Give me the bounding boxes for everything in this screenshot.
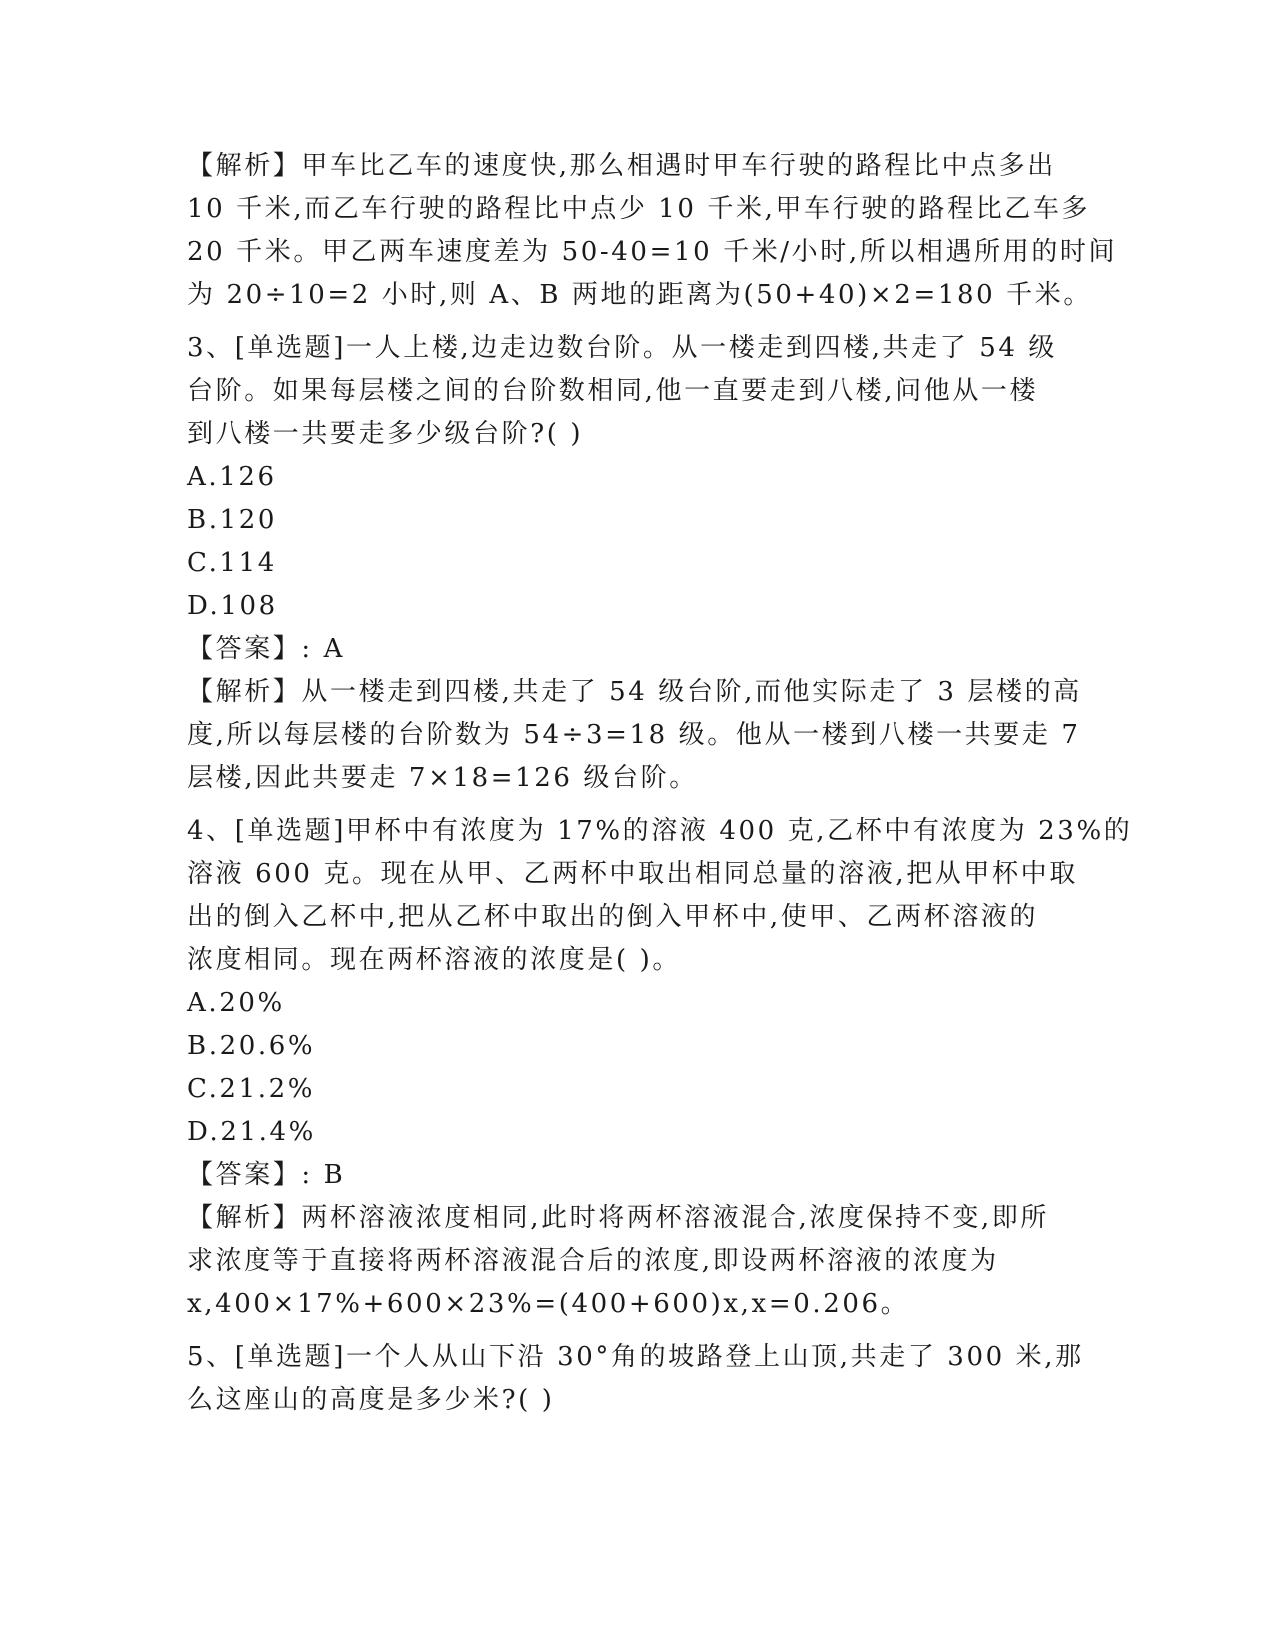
analysis-line: 层楼,因此共要走 7×18=126 级台阶。 xyxy=(187,763,698,793)
analysis-line: 为 20÷10=2 小时,则 A、B 两地的距离为(50+40)×2=180 千米。 xyxy=(187,280,1092,310)
analysis-line: x,400×17%+600×23%=(400+600)x,x=0.206。 xyxy=(187,1289,910,1319)
analysis-line: 10 千米,而乙车行驶的路程比中点少 10 千米,甲车行驶的路程比乙车多 xyxy=(187,194,1091,224)
option-b: B.20.6% xyxy=(187,1031,316,1061)
question-line: 3、[单选题]一人上楼,边走边数台阶。从一楼走到四楼,共走了 54 级 xyxy=(187,333,1057,363)
answer-line: 【答案】: B xyxy=(187,1160,346,1190)
option-d: D.21.4% xyxy=(187,1117,316,1147)
option-c: C.21.2% xyxy=(187,1074,316,1104)
analysis-line: 【解析】从一楼走到四楼,共走了 54 级台阶,而他实际走了 3 层楼的高 xyxy=(187,677,1082,707)
option-d: D.108 xyxy=(187,591,278,621)
question-5 xyxy=(187,1336,1087,1422)
question-3 xyxy=(187,327,1087,800)
analysis-line: 度,所以每层楼的台阶数为 54÷3=18 级。他从一楼到八楼一共要走 7 xyxy=(187,720,1081,750)
analysis-line: 20 千米。甲乙两车速度差为 50-40=10 千米/小时,所以相遇所用的时间 xyxy=(187,237,1118,267)
question-line: 浓度相同。现在两杯溶液的浓度是( )。 xyxy=(187,945,681,975)
option-b: B.120 xyxy=(187,505,277,535)
answer-line: 【答案】: A xyxy=(187,634,346,664)
option-c: C.114 xyxy=(187,548,277,578)
question-line: 5、[单选题]一个人从山下沿 30°角的坡路登上山顶,共走了 300 米,那 xyxy=(187,1342,1084,1372)
analysis-line: 【解析】两杯溶液浓度相同,此时将两杯溶液混合,浓度保持不变,即所 xyxy=(187,1203,1049,1233)
option-a: A.20% xyxy=(187,988,285,1018)
question-line: 出的倒入乙杯中,把从乙杯中取出的倒入甲杯中,使甲、乙两杯溶液的 xyxy=(187,902,1039,932)
question-line: 么这座山的高度是多少米?( ) xyxy=(187,1385,555,1415)
option-a: A.126 xyxy=(187,462,277,492)
question-line: 溶液 600 克。现在从甲、乙两杯中取出相同总量的溶液,把从甲杯中取 xyxy=(187,859,1078,889)
question-line: 4、[单选题]甲杯中有浓度为 17%的溶液 400 克,乙杯中有浓度为 23%的 xyxy=(187,816,1133,846)
question-line: 台阶。如果每层楼之间的台阶数相同,他一直要走到八楼,问他从一楼 xyxy=(187,376,1039,406)
question-line: 到八楼一共要走多少级台阶?( ) xyxy=(187,419,584,449)
q2-analysis xyxy=(187,145,1118,317)
document-page xyxy=(187,145,1133,1422)
analysis-line: 求浓度等于直接将两杯溶液混合后的浓度,即设两杯溶液的浓度为 xyxy=(187,1246,999,1276)
analysis-line: 【解析】甲车比乙车的速度快,那么相遇时甲车行驶的路程比中点多出 xyxy=(187,151,1056,181)
question-4 xyxy=(187,810,1133,1326)
